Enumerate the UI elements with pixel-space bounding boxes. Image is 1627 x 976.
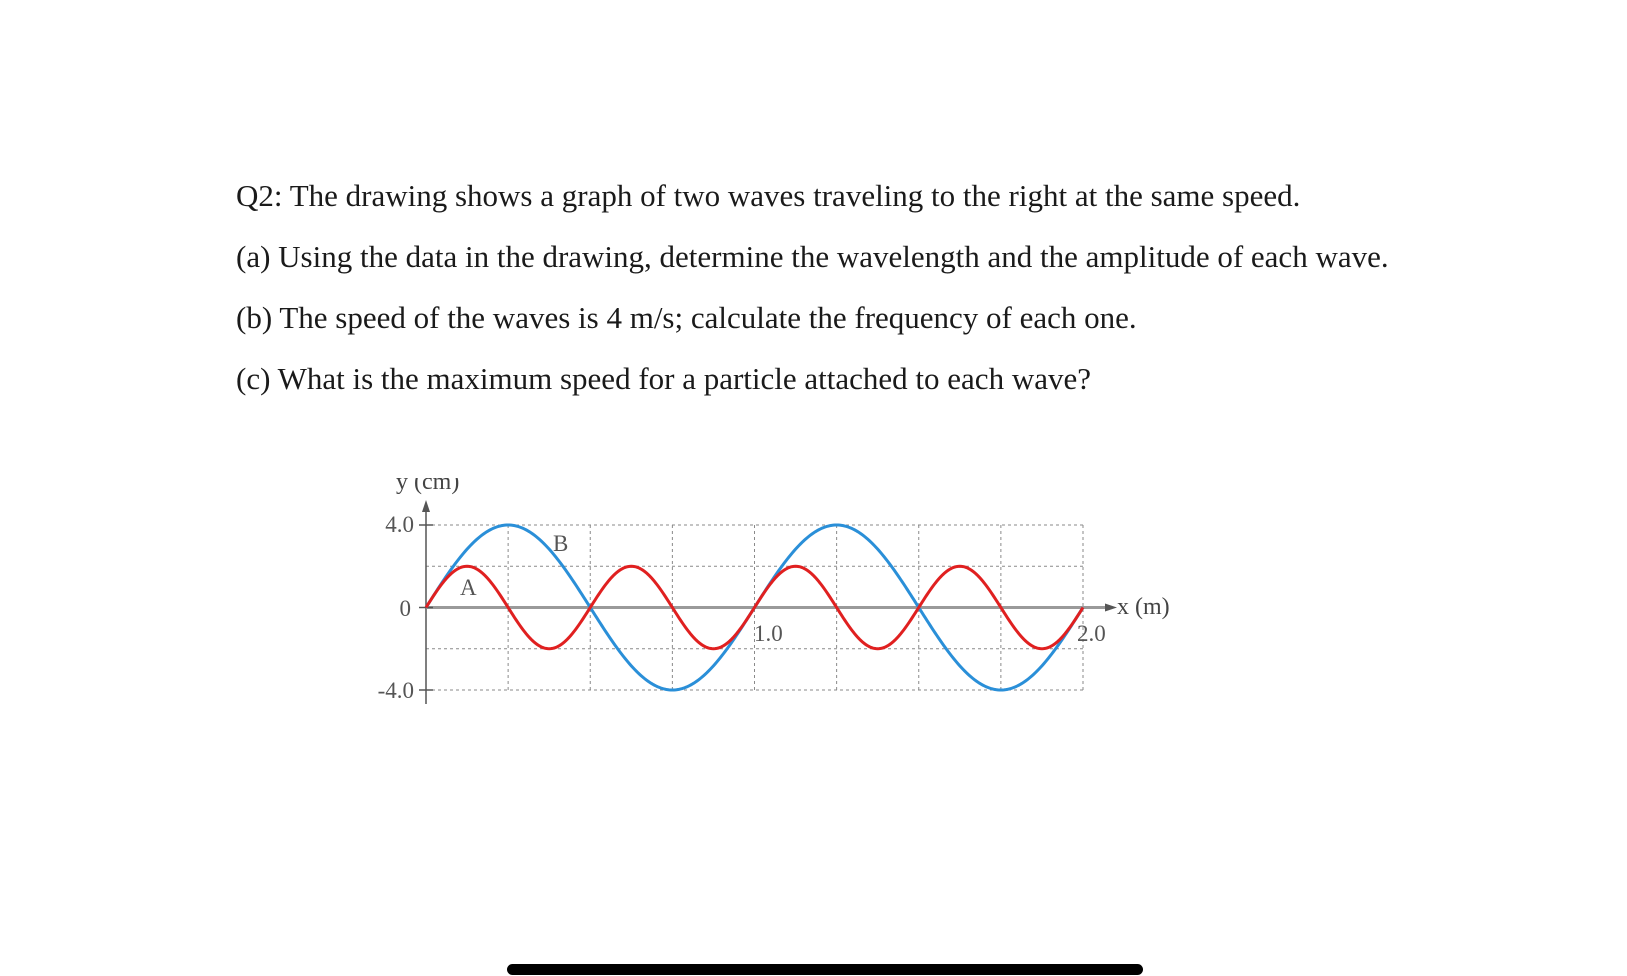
x-tick-label-1: 1.0 xyxy=(754,621,783,646)
x-axis-arrow xyxy=(1105,604,1117,612)
y-axis-label: y (cm) xyxy=(396,478,460,495)
x-axis-label: x (m) xyxy=(1117,594,1170,620)
wave-a-label: A xyxy=(460,575,477,600)
x-tick-label-2: 2.0 xyxy=(1077,621,1106,646)
home-indicator[interactable] xyxy=(507,964,1143,975)
wave-b-label: B xyxy=(553,531,569,556)
question-part-a: (a) Using the data in the drawing, determine the wavelength and the amplitude of each wave. xyxy=(236,239,1389,274)
wave-graph xyxy=(370,478,1250,738)
wave-graph-svg xyxy=(370,478,1250,738)
question-text xyxy=(236,176,1416,420)
y-tick-label-zero: 0 xyxy=(399,596,411,621)
question-part-b: (b) The speed of the waves is 4 m/s; calculate the frequency of each one. xyxy=(236,300,1137,335)
y-tick-label-bottom: -4.0 xyxy=(377,678,414,703)
y-tick-label-top: 4.0 xyxy=(385,512,414,537)
question-part-c: (c) What is the maximum speed for a particle attached to each wave? xyxy=(236,361,1091,396)
y-axis-arrow xyxy=(422,500,430,512)
question-intro: Q2: The drawing shows a graph of two waves traveling to the right at the same speed. xyxy=(236,178,1301,213)
